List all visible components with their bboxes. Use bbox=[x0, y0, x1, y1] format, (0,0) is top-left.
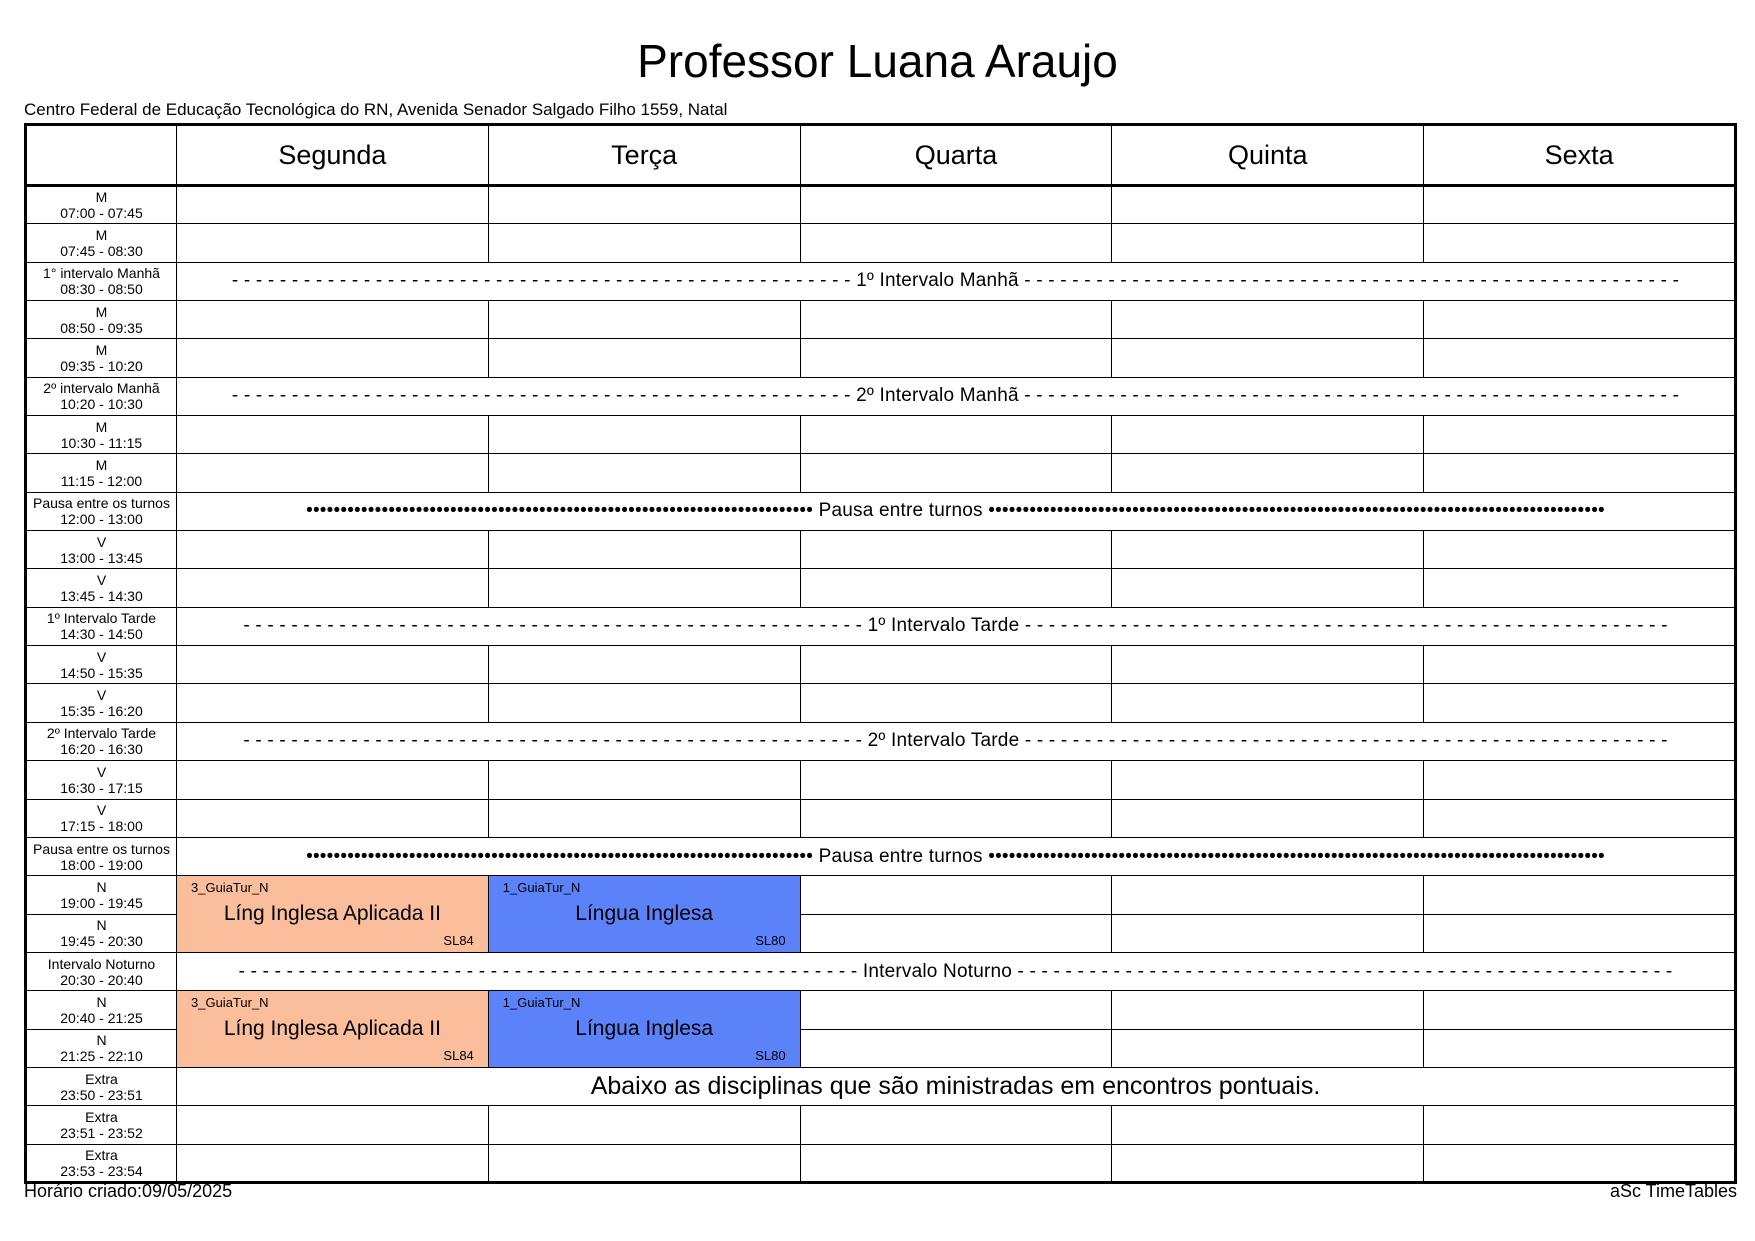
table-row bbox=[26, 952, 1736, 990]
period-label bbox=[26, 416, 177, 454]
break-banner: - - - - - - - - - - - - - - - - - - - - - - - - - - - - - - - - - - - - - - - - - - - - - - - - - - - - Intervalo Noturno - - - - - - - - - - - - - - - - - - - - - - - - - - - - - - - - - - - - - - - - - - - - - - - - - - - - - - - bbox=[177, 952, 1736, 990]
period-label bbox=[26, 684, 177, 722]
period-label bbox=[26, 761, 177, 799]
period-time: 20:40 - 21:25 bbox=[60, 1009, 143, 1026]
period-label bbox=[26, 262, 177, 300]
period-time: 07:00 - 07:45 bbox=[60, 205, 143, 222]
empty-slot bbox=[1112, 224, 1424, 262]
lesson-subject: Língua Inglesa bbox=[575, 1017, 714, 1041]
period-label bbox=[26, 1067, 177, 1105]
empty-slot bbox=[1112, 339, 1424, 377]
period-label bbox=[26, 531, 177, 569]
empty-slot bbox=[1112, 646, 1424, 684]
period-time: 08:50 - 09:35 bbox=[60, 319, 143, 336]
empty-slot bbox=[488, 569, 800, 607]
period-time: 12:00 - 13:00 bbox=[60, 511, 143, 528]
period-label bbox=[26, 1144, 177, 1182]
empty-slot bbox=[1112, 454, 1424, 492]
table-row bbox=[26, 301, 1736, 339]
period-name: Extra bbox=[85, 1108, 118, 1125]
empty-slot bbox=[177, 531, 489, 569]
empty-slot bbox=[1112, 876, 1424, 914]
table-row bbox=[26, 1067, 1736, 1105]
period-label bbox=[26, 914, 177, 952]
table-row bbox=[26, 837, 1736, 875]
period-label bbox=[26, 722, 177, 760]
empty-slot bbox=[1424, 876, 1736, 914]
period-time: 16:30 - 17:15 bbox=[60, 779, 143, 796]
period-name: M bbox=[95, 189, 108, 206]
table-row bbox=[26, 1106, 1736, 1144]
period-time: 07:45 - 08:30 bbox=[60, 243, 143, 260]
empty-slot bbox=[488, 224, 800, 262]
empty-slot bbox=[1112, 914, 1424, 952]
empty-slot bbox=[1424, 799, 1736, 837]
empty-slot bbox=[177, 684, 489, 722]
empty-slot bbox=[800, 1029, 1112, 1067]
empty-slot bbox=[800, 991, 1112, 1029]
period-time: 19:45 - 20:30 bbox=[60, 933, 143, 950]
lesson-subject: Líng Inglesa Aplicada II bbox=[223, 1017, 441, 1041]
period-time: 23:53 - 23:54 bbox=[60, 1162, 143, 1179]
lesson-class: 3_GuiaTur_N bbox=[191, 880, 269, 896]
empty-slot bbox=[800, 416, 1112, 454]
empty-slot bbox=[177, 454, 489, 492]
day-header-segunda: Segunda bbox=[177, 125, 489, 186]
period-name: M bbox=[95, 342, 108, 359]
lesson-class: 3_GuiaTur_N bbox=[191, 995, 269, 1011]
empty-slot bbox=[800, 224, 1112, 262]
empty-slot bbox=[1112, 761, 1424, 799]
break-banner: - - - - - - - - - - - - - - - - - - - - - - - - - - - - - - - - - - - - - - - - - - - - - - - - - - - - 1º Intervalo Manhã - - - - - - - - - - - - - - - - - - - - - - - - - - - - - - - - - - - - - - - - - - - - - - - - - - - - - - - bbox=[177, 262, 1736, 300]
period-name: 1° intervalo Manhã bbox=[43, 265, 160, 282]
period-name: M bbox=[95, 418, 108, 435]
period-time: 10:30 - 11:15 bbox=[60, 434, 143, 451]
period-label bbox=[26, 607, 177, 645]
empty-slot bbox=[1112, 799, 1424, 837]
empty-slot bbox=[488, 1106, 800, 1144]
period-name: N bbox=[96, 993, 107, 1010]
period-time: 13:45 - 14:30 bbox=[60, 588, 143, 605]
period-time: 20:30 - 20:40 bbox=[60, 971, 143, 988]
empty-slot bbox=[488, 761, 800, 799]
table-row bbox=[26, 607, 1736, 645]
period-time: 09:35 - 10:20 bbox=[60, 358, 143, 375]
table-row bbox=[26, 646, 1736, 684]
break-banner: - - - - - - - - - - - - - - - - - - - - - - - - - - - - - - - - - - - - - - - - - - - - - - - - - - - - 2º Intervalo Manhã - - - - - - - - - - - - - - - - - - - - - - - - - - - - - - - - - - - - - - - - - - - - - - - - - - - - - - - bbox=[177, 377, 1736, 415]
pause-banner: •••••••••••••••••••••••••••••••••••••••••••••••••••••••••••••••••••••••••• Pausa entre turnos •••••••••••••••••••••••••••••••••••••••••••••••••••••••••••••••••••••••••••••••••••••••••• bbox=[177, 492, 1736, 530]
table-row bbox=[26, 876, 1736, 914]
empty-slot bbox=[177, 186, 489, 224]
empty-slot bbox=[1424, 339, 1736, 377]
empty-slot bbox=[488, 1144, 800, 1182]
empty-slot bbox=[800, 1144, 1112, 1182]
period-name: 2º intervalo Manhã bbox=[43, 380, 160, 397]
lesson-room: SL80 bbox=[755, 932, 786, 948]
empty-slot bbox=[1112, 684, 1424, 722]
corner-cell bbox=[26, 125, 177, 186]
empty-slot bbox=[800, 646, 1112, 684]
period-name: M bbox=[95, 227, 108, 244]
period-time: 23:50 - 23:51 bbox=[60, 1086, 143, 1103]
table-row bbox=[26, 224, 1736, 262]
table-row bbox=[26, 1144, 1736, 1182]
period-time: 11:15 - 12:00 bbox=[60, 473, 143, 490]
table-row bbox=[26, 684, 1736, 722]
empty-slot bbox=[1112, 301, 1424, 339]
period-name: Pausa entre os turnos bbox=[33, 495, 170, 512]
empty-slot bbox=[800, 301, 1112, 339]
table-row bbox=[26, 454, 1736, 492]
empty-slot bbox=[177, 1144, 489, 1182]
empty-slot bbox=[177, 416, 489, 454]
empty-slot bbox=[177, 646, 489, 684]
period-label bbox=[26, 991, 177, 1029]
lesson-class: 1_GuiaTur_N bbox=[502, 880, 581, 896]
period-label bbox=[26, 646, 177, 684]
empty-slot bbox=[1112, 186, 1424, 224]
empty-slot bbox=[1112, 1106, 1424, 1144]
period-label bbox=[26, 837, 177, 875]
table-row bbox=[26, 722, 1736, 760]
period-name: V bbox=[96, 572, 107, 589]
period-label bbox=[26, 454, 177, 492]
school-address: Centro Federal de Educação Tecnológica do RN, Avenida Senador Salgado Filho 1559, Natal bbox=[24, 100, 728, 119]
period-time: 17:15 - 18:00 bbox=[60, 818, 143, 835]
period-name: Pausa entre os turnos bbox=[33, 840, 170, 857]
lesson-card[interactable] bbox=[488, 991, 800, 1068]
table-row bbox=[26, 991, 1736, 1029]
period-time: 14:30 - 14:50 bbox=[60, 626, 143, 643]
empty-slot bbox=[1112, 1144, 1424, 1182]
period-label bbox=[26, 1029, 177, 1067]
period-time: 15:35 - 16:20 bbox=[60, 703, 143, 720]
empty-slot bbox=[800, 186, 1112, 224]
empty-slot bbox=[177, 799, 489, 837]
period-name: V bbox=[96, 763, 107, 780]
empty-slot bbox=[1112, 569, 1424, 607]
extra-note: Abaixo as disciplinas que são ministradas em encontros pontuais. bbox=[177, 1067, 1736, 1105]
empty-slot bbox=[1112, 991, 1424, 1029]
page-title: Professor Luana Araujo bbox=[637, 35, 1118, 87]
empty-slot bbox=[1424, 761, 1736, 799]
lesson-class: 1_GuiaTur_N bbox=[502, 995, 581, 1011]
empty-slot bbox=[1424, 186, 1736, 224]
empty-slot bbox=[1424, 914, 1736, 952]
table-row bbox=[26, 416, 1736, 454]
empty-slot bbox=[488, 301, 800, 339]
period-name: V bbox=[96, 648, 107, 665]
empty-slot bbox=[800, 761, 1112, 799]
empty-slot bbox=[1424, 991, 1736, 1029]
lesson-card[interactable] bbox=[177, 991, 489, 1068]
period-time: 10:20 - 10:30 bbox=[60, 396, 143, 413]
empty-slot bbox=[177, 761, 489, 799]
period-name: Extra bbox=[85, 1146, 118, 1163]
period-label bbox=[26, 339, 177, 377]
pause-banner: •••••••••••••••••••••••••••••••••••••••••••••••••••••••••••••••••••••••••• Pausa entre turnos •••••••••••••••••••••••••••••••••••••••••••••••••••••••••••••••••••••••••••••••••••••••••• bbox=[177, 837, 1736, 875]
empty-slot bbox=[800, 684, 1112, 722]
empty-slot bbox=[488, 454, 800, 492]
period-name: Extra bbox=[85, 1070, 118, 1087]
empty-slot bbox=[1424, 569, 1736, 607]
empty-slot bbox=[177, 301, 489, 339]
period-time: 16:20 - 16:30 bbox=[60, 741, 143, 758]
period-name: V bbox=[96, 687, 107, 704]
period-name: M bbox=[95, 303, 108, 320]
table-row bbox=[26, 377, 1736, 415]
period-name: N bbox=[96, 878, 107, 895]
period-label bbox=[26, 1106, 177, 1144]
table-row bbox=[26, 799, 1736, 837]
break-banner: - - - - - - - - - - - - - - - - - - - - - - - - - - - - - - - - - - - - - - - - - - - - - - - - - - - - 2º Intervalo Tarde - - - - - - - - - - - - - - - - - - - - - - - - - - - - - - - - - - - - - - - - - - - - - - - - - - - - - - bbox=[177, 722, 1736, 760]
empty-slot bbox=[800, 876, 1112, 914]
empty-slot bbox=[1424, 454, 1736, 492]
period-name: V bbox=[96, 802, 107, 819]
lesson-room: SL80 bbox=[755, 1047, 786, 1063]
period-label bbox=[26, 186, 177, 224]
period-name: Intervalo Noturno bbox=[47, 955, 156, 972]
header-row bbox=[26, 125, 1736, 186]
day-header-quarta: Quarta bbox=[800, 125, 1112, 186]
empty-slot bbox=[488, 531, 800, 569]
empty-slot bbox=[800, 914, 1112, 952]
day-header-sexta: Sexta bbox=[1424, 125, 1736, 186]
day-header-quinta: Quinta bbox=[1112, 125, 1424, 186]
period-time: 23:51 - 23:52 bbox=[60, 1124, 143, 1141]
table-row bbox=[26, 492, 1736, 530]
lesson-subject: Língua Inglesa bbox=[575, 902, 714, 926]
table-row bbox=[26, 531, 1736, 569]
period-time: 19:00 - 19:45 bbox=[60, 894, 143, 911]
table-row bbox=[26, 186, 1736, 224]
period-label bbox=[26, 224, 177, 262]
empty-slot bbox=[1424, 416, 1736, 454]
empty-slot bbox=[1112, 416, 1424, 454]
table-row bbox=[26, 262, 1736, 300]
period-time: 14:50 - 15:35 bbox=[60, 664, 143, 681]
table-row bbox=[26, 761, 1736, 799]
brand-label: aSc TimeTables bbox=[1609, 1181, 1737, 1201]
created-date: Horário criado:09/05/2025 bbox=[24, 1181, 233, 1201]
empty-slot bbox=[800, 799, 1112, 837]
period-label bbox=[26, 569, 177, 607]
lesson-subject: Líng Inglesa Aplicada II bbox=[223, 902, 441, 926]
empty-slot bbox=[488, 684, 800, 722]
empty-slot bbox=[177, 224, 489, 262]
period-name: 1º Intervalo Tarde bbox=[46, 610, 157, 627]
timetable bbox=[24, 123, 1737, 1184]
period-time: 08:30 - 08:50 bbox=[60, 281, 143, 298]
lesson-card[interactable] bbox=[177, 876, 489, 953]
empty-slot bbox=[177, 339, 489, 377]
period-label bbox=[26, 377, 177, 415]
lesson-room: SL84 bbox=[443, 932, 474, 948]
empty-slot bbox=[177, 1106, 489, 1144]
empty-slot bbox=[800, 569, 1112, 607]
period-label bbox=[26, 876, 177, 914]
empty-slot bbox=[488, 339, 800, 377]
empty-slot bbox=[488, 186, 800, 224]
period-time: 13:00 - 13:45 bbox=[60, 549, 143, 566]
empty-slot bbox=[1424, 1106, 1736, 1144]
period-name: M bbox=[95, 457, 108, 474]
empty-slot bbox=[1424, 684, 1736, 722]
empty-slot bbox=[1424, 224, 1736, 262]
period-label bbox=[26, 301, 177, 339]
empty-slot bbox=[1424, 646, 1736, 684]
table-row bbox=[26, 569, 1736, 607]
empty-slot bbox=[1424, 301, 1736, 339]
period-label bbox=[26, 952, 177, 990]
lesson-room: SL84 bbox=[443, 1047, 474, 1063]
period-name: N bbox=[96, 1032, 107, 1049]
empty-slot bbox=[800, 1106, 1112, 1144]
empty-slot bbox=[488, 646, 800, 684]
empty-slot bbox=[800, 454, 1112, 492]
empty-slot bbox=[1424, 531, 1736, 569]
empty-slot bbox=[1424, 1144, 1736, 1182]
period-time: 18:00 - 19:00 bbox=[60, 856, 143, 873]
day-header-terca: Terça bbox=[488, 125, 800, 186]
period-label bbox=[26, 492, 177, 530]
empty-slot bbox=[488, 416, 800, 454]
empty-slot bbox=[1112, 531, 1424, 569]
period-name: 2º Intervalo Tarde bbox=[46, 725, 157, 742]
period-name: V bbox=[96, 533, 107, 550]
period-name: N bbox=[96, 917, 107, 934]
lesson-card[interactable] bbox=[488, 876, 800, 953]
empty-slot bbox=[177, 569, 489, 607]
period-label bbox=[26, 799, 177, 837]
empty-slot bbox=[800, 531, 1112, 569]
empty-slot bbox=[488, 799, 800, 837]
break-banner: - - - - - - - - - - - - - - - - - - - - - - - - - - - - - - - - - - - - - - - - - - - - - - - - - - - - 1º Intervalo Tarde - - - - - - - - - - - - - - - - - - - - - - - - - - - - - - - - - - - - - - - - - - - - - - - - - - - - - - bbox=[177, 607, 1736, 645]
empty-slot bbox=[1424, 1029, 1736, 1067]
empty-slot bbox=[1112, 1029, 1424, 1067]
table-row bbox=[26, 339, 1736, 377]
empty-slot bbox=[800, 339, 1112, 377]
period-time: 21:25 - 22:10 bbox=[60, 1048, 143, 1065]
